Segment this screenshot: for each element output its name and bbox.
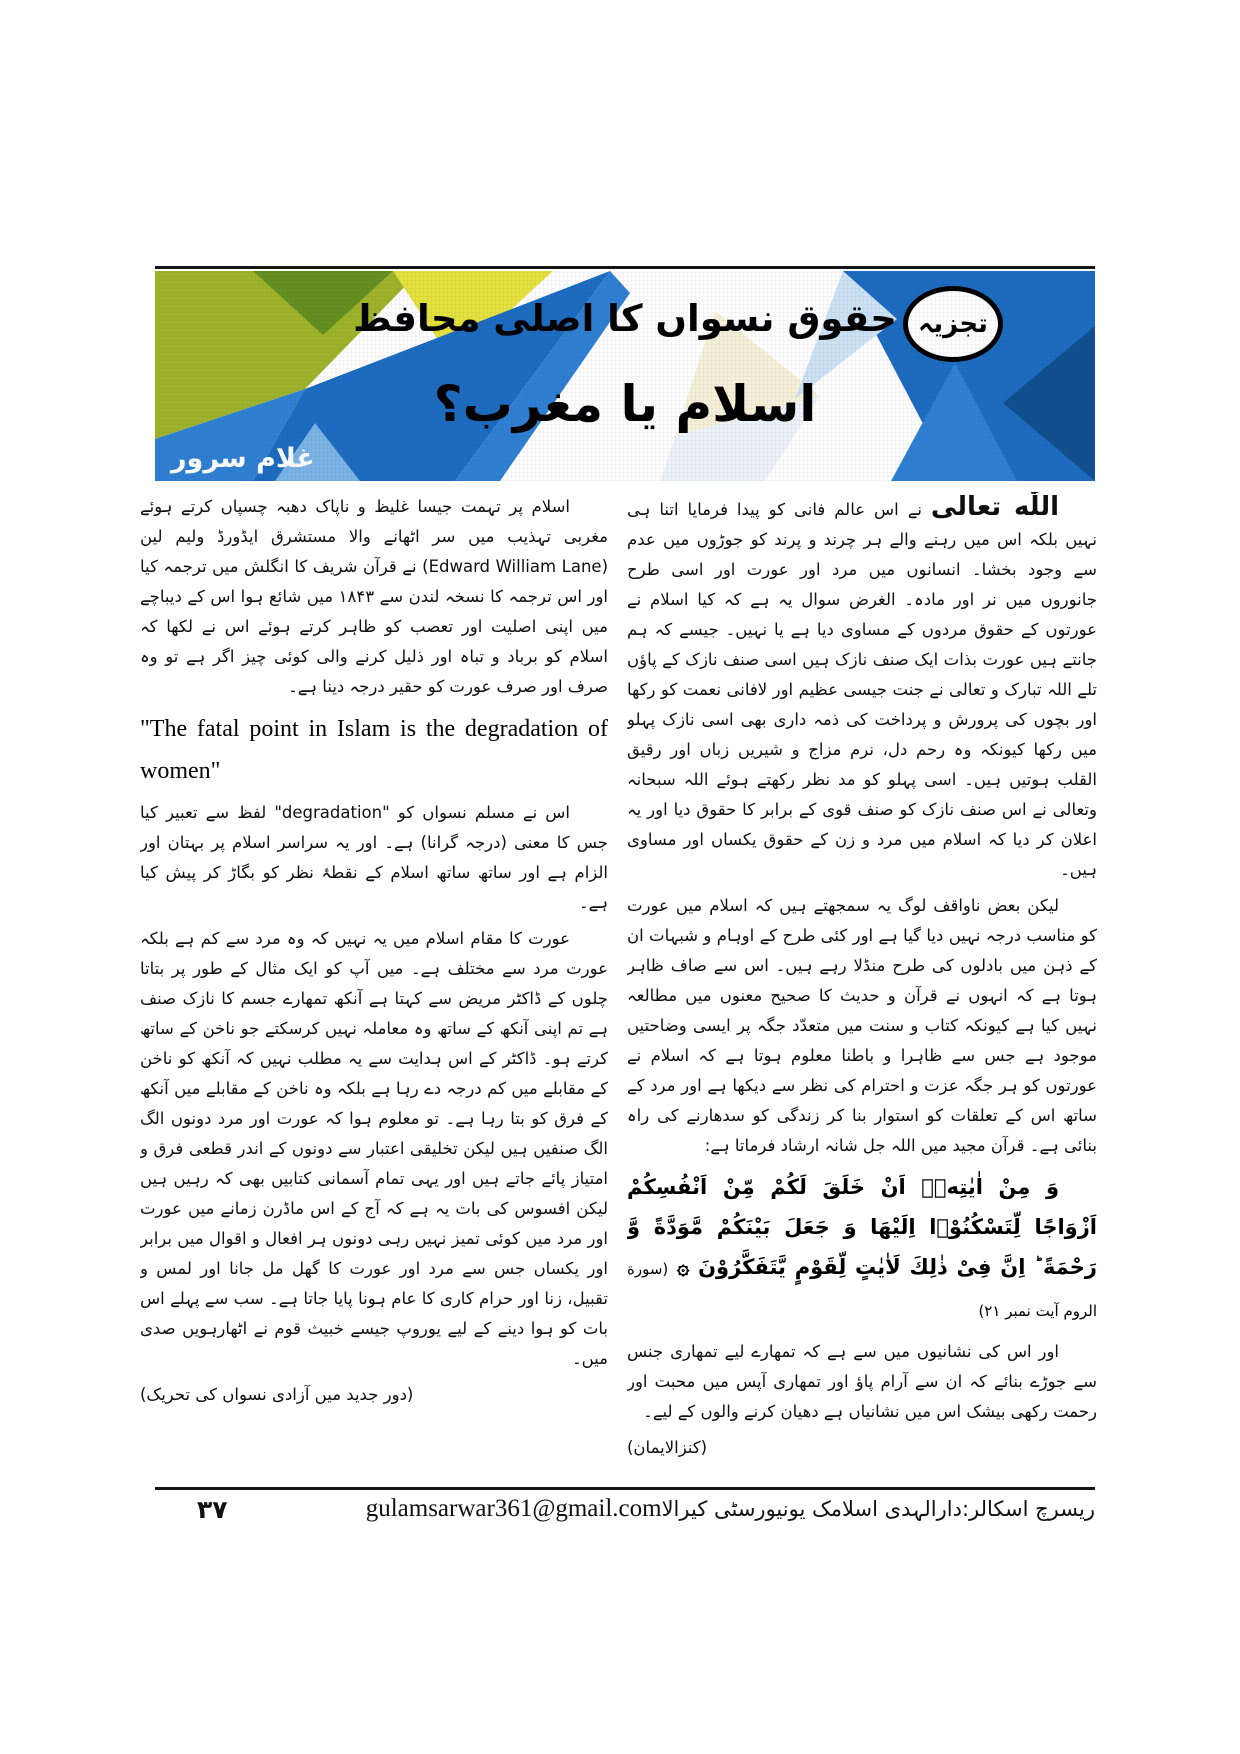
page-footer bbox=[155, 1495, 1095, 1524]
quran-verse bbox=[627, 1167, 1097, 1331]
paragraph-woman-status: عورت کا مقام اسلام میں یہ نہیں کہ وہ مرد سے کم ہے بلکہ عورت مرد سے مختلف ہے۔ میں آپ کو ایک مثال کے طور پر بتاتا چلوں کے ڈاکٹر مریض سے کہتا ہے آنکھ تمھارے جسم کا نازک صنف ہے تم اپنی آنکھ کے ساتھ وہ معاملہ نہیں کرسکتے جو ناخن کے ساتھ کرتے ہو۔ ڈاکٹر کے اس ہدایت سے یہ مطلب نہیں کہ آنکھ کو ناخن کے مقابلے میں کم درجہ دے رہا ہے بلکہ وہ ناخن کے مقابلے میں آنکھ کے فرق کو بتا رہا ہے۔ تو معلوم ہوا کہ عورت اور مرد دونوں الگ الگ صنفیں ہیں لیکن تخلیقی اعتبار سے دونوں کے اندر قطعی فرق و امتیاز پائے جاتے ہیں اور یہی تمام آسمانی کتابیں بھی کہ رہیں ہیں لیکن افسوس کی بات یہ ہے کہ آج کے اس ماڈرن زمانے میں عورت اور مرد میں کوئی تمیز نہیں رہی دونوں ہر افعال و اقوال میں برابر اور یکساں جس سے مرد اور عورت کا گھل مل جانا اور لمس و تقبیل، زنا اور حرام کاری کا عام ہونا پایا جاتا ہے۔ سب سے پہلے اس بات کو ہوا دینے کے لیے یوروپ جیسے خبیث قوم نے اٹھارہویں صدی میں۔ bbox=[140, 929, 608, 1368]
footer-email: gulamsarwar361@gmail.com bbox=[365, 1495, 662, 1522]
footer-contact bbox=[366, 1495, 1095, 1523]
paragraph-intro-text: نے اس عالم فانی کو پیدا فرمایا اتنا ہی نہیں بلکہ اس میں رہنے والے ہر چرند و پرند کو جوڑوں میں عدم سے وجود بخشا۔ انسانوں میں مرد اور عورت اور اسی طرح جانوروں میں نر اور مادہ۔ الغرض سوال یہ ہے کہ کیا اسلام نے عورتوں کے حقوق مردوں کے مساوی دیا ہے یا نہیں۔ جیسے کہ ہم جانتے ہیں عورت بذات ایک صنف نازک ہیں اسی صنف نازک کے پاؤں تلے اللہ تبارک و تعالی نے جنت جیسی عظیم اور لافانی نعمت کو رکھا اور بچوں کی پرورش و پرداخت کی ذمہ داری بھی اسی نازک پہلو میں رکھا کیونکہ وہ رحم دل، نرم مزاج و شیریں زباں اور رقیق القلب ہوتیں ہیں۔ اسی پہلو کو مد نظر رکھتے ہوئے اللہ سبحانہ وتعالی نے اس صنف نازک کو صنف قوی کے برابر کا حقوق دیا اور یہ اعلان کر دیا کہ اسلام میں مرد و زن کے حقوق یکساں اور مساوی ہیں۔ bbox=[627, 500, 1097, 879]
page-number: ۳۷ bbox=[197, 1495, 228, 1524]
paragraph-intro bbox=[627, 492, 1097, 885]
header-banner bbox=[155, 271, 1095, 481]
column-left bbox=[140, 492, 608, 1484]
analysis-badge: تجزیہ bbox=[903, 286, 1003, 362]
footer-rule bbox=[155, 1487, 1095, 1490]
paragraph-verse-translation: اور اس کی نشانیوں میں سے ہے کہ تمھارے لیے تمھاری جنس سے جوڑے بنائے کہ ان سے آرام پاؤ اور تمھاری آپس میں محبت اور رحمت رکھی بیشک اس میں نشانیاں ہے دھیان کرنے والوں کے لیے۔ bbox=[627, 1342, 1097, 1421]
english-quote: "The fatal point in Islam is the degradation of women" bbox=[140, 716, 608, 784]
quran-verse-arabic: وَ مِنْ اٰیٰتِهٖۤ اَنْ خَلَقَ لَكُمْ مِّنْ اَنْفُسِكُمْ اَزْوَاجًا لِّتَسْكُنُوْۤا اِلَیْهَا وَ جَعَلَ بَیْنَكُمْ مَّوَدَّةً وَّ رَحْمَةً ؕ اِنَّ فِیْ ذٰلِكَ لَاٰیٰتٍ لِّقَوْمٍ یَّتَفَكَّرُوْنَ ۞ bbox=[627, 1175, 1097, 1279]
article-title-line1: حقوق نسواں کا اصلی محافظ bbox=[353, 297, 897, 340]
footer-contact-urdu: ریسرچ اسکالر:دارالہدی اسلامک یونیورسٹی کیرالا bbox=[661, 1497, 1095, 1521]
paragraph-edward-lane: اسلام پر تہمت جیسا غلیظ و ناپاک دھبہ چسپاں کرتے ہوئے مغربی تہذیب میں سر اٹھانے والا مستشرق ایڈورڈ ولیم لین (Edward William Lane) نے قرآن شریف کا انگلش میں ترجمہ کیا اور اس ترجمہ کا نسخہ لندن سے ۱۸۴۳ میں شائع ہوا اس کے دیباچے میں اپنی اصلیت اور تعصب کو ظاہر کرتے ہوئے اس نے لکھا کہ اسلام کو برباد و تباہ اور ذلیل کرنے والی کوئی چیز اگر ہے تو وہ صرف اور صرف عورت کو حقیر درجہ دینا ہے۔ bbox=[140, 497, 608, 696]
column-right bbox=[627, 492, 1097, 1484]
article-title-line2: اسلام یا مغرب؟ bbox=[433, 375, 817, 433]
top-rule bbox=[155, 266, 1095, 269]
translation-attribution: (کنزالایمان) bbox=[627, 1438, 708, 1457]
lead-word-allah-taala: اللّٰه تعالی bbox=[930, 492, 1059, 522]
paragraph-degradation: اس نے مسلم نسواں کو "degradation" لفظ سے تعبیر کیا جس کا معنی (درجہ گرانا) ہے۔ اور یہ سراسر اسلام پر بہتان اور الزام ہے اور ساتھ ساتھ اسلام کے نقطۂ نظر کو بگاڑ کر پیش کیا ہے۔ bbox=[140, 803, 608, 912]
series-attribution: (دور جدید میں آزادی نسواں کی تحریک) bbox=[140, 1385, 414, 1404]
paragraph-misconceptions: لیکن بعض ناواقف لوگ یہ سمجھتے ہیں کہ اسلام میں عورت کو مناسب درجہ نہیں دیا گیا ہے اور کئی طرح کے اوہام و شبہات ان کے ذہن میں بادلوں کی طرح منڈلا رہے ہیں۔ اس سے صاف ظاہر ہوتا ہے کہ انہوں نے قرآن و حدیث کا صحیح معنوں میں مطالعہ نہیں کیا ہے کیونکہ کتاب و سنت میں متعدّد جگہ پر ایسی وضاحتیں موجود ہے جس سے ظاہرا و باطنا معلوم ہوتا ہے کہ اسلام نے عورتوں کو ہر جگہ عزت و احترام کی نظر سے دیکھا ہے اور مرد کے ساتھ اس کے تعلقات کو استوار بنا کر زندگی کو سدھارنے کی راہ بنائی ہے۔ قرآن مجید میں اللہ جل شانہ ارشاد فرماتا ہے: bbox=[627, 896, 1097, 1155]
verse-reference: (سورة الروم آیت نمبر ۲۱) bbox=[627, 1260, 1097, 1320]
author-name: غلام سرور bbox=[171, 443, 315, 474]
